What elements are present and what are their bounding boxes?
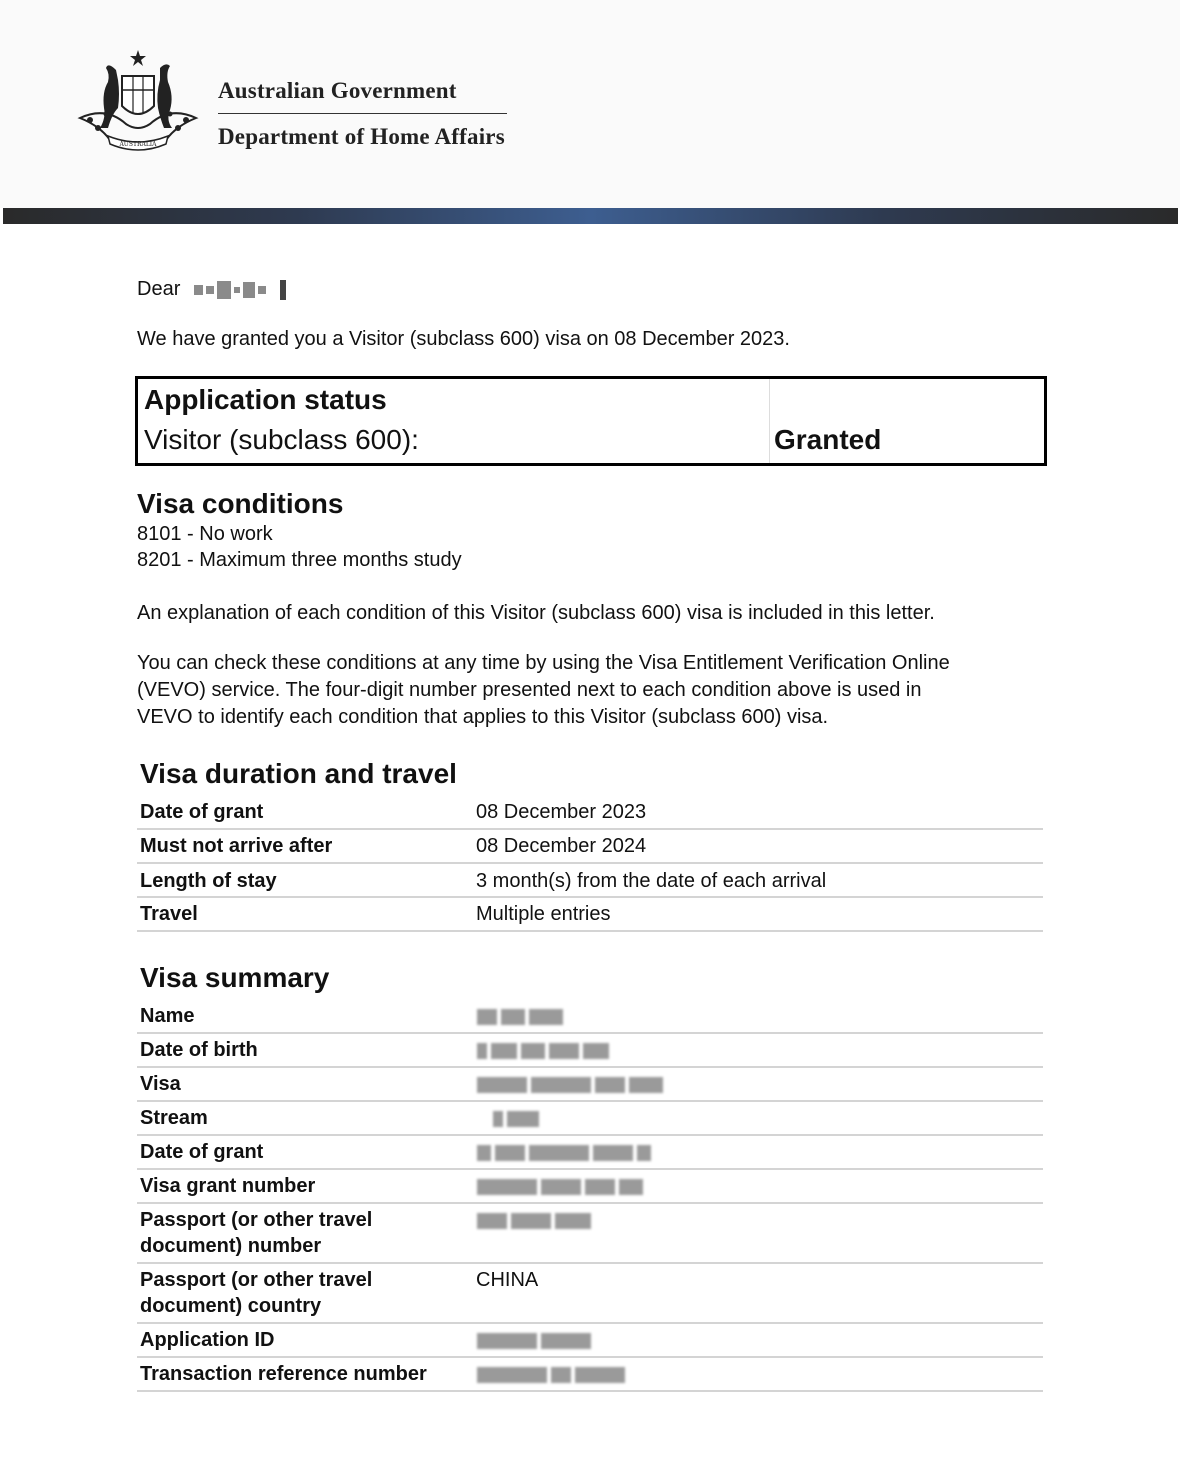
table-row [137,796,1043,830]
table-row [137,1204,1043,1264]
visa-summary-heading: Visa summary [140,962,330,993]
salutation-text: Dear [137,278,181,300]
row-label: Name [140,1005,195,1027]
table-row [137,1068,1043,1102]
row-label-line: Passport (or other travel [140,1209,373,1231]
duration-table [137,796,1043,932]
row-label: Transaction reference number [140,1363,427,1385]
condition-item: 8201 - Maximum three months study [137,549,462,571]
table-row [137,1102,1043,1136]
application-status-box [135,376,1047,466]
table-row [137,1264,1043,1324]
table-row [137,898,1043,932]
redacted-value [477,1008,567,1026]
status-divider [769,379,770,463]
row-value: 3 month(s) from the date of each arrival [476,870,827,892]
redacted-value [477,1144,655,1162]
row-label: Date of grant [140,801,264,823]
row-label: Visa grant number [140,1175,316,1197]
row-value: CHINA [476,1269,539,1291]
department-name: Department of Home Affairs [218,124,505,149]
row-label: Stream [140,1107,208,1129]
row-value: 08 December 2024 [476,835,647,857]
row-label: Date of birth [140,1039,258,1061]
status-title: Application status [144,384,387,415]
row-label-line: Passport (or other travel [140,1269,373,1291]
row-value: 08 December 2023 [476,801,647,823]
header-band [3,208,1178,224]
redacted-value [477,1332,595,1350]
status-label: Visitor (subclass 600): [144,424,419,455]
org-name: Australian Government [218,78,457,103]
conditions-explanation: An explanation of each condition of this Visitor (subclass 600) visa is included in this letter. [137,602,935,624]
redacted-value [477,1178,647,1196]
redacted-value [493,1110,543,1128]
vevo-line: (VEVO) service. The four-digit number presented next to each condition above is used in [137,679,922,701]
visa-conditions-heading: Visa conditions [137,488,344,519]
letterhead [0,0,1180,208]
table-row [137,830,1043,864]
redacted-value [477,1366,629,1384]
coat-of-arms-icon [66,48,210,156]
visa-duration-heading: Visa duration and travel [140,758,457,789]
row-label: Must not arrive after [140,835,333,857]
row-label [140,1207,372,1259]
row-label: Date of grant [140,1141,264,1163]
salutation [137,276,289,303]
row-label: Travel [140,903,198,925]
table-row [137,1000,1043,1034]
row-label-line: document) number [140,1235,322,1257]
svg-text:AUSTRALIA: AUSTRALIA [119,141,157,148]
table-row [137,1136,1043,1170]
table-row [137,1324,1043,1358]
table-row [137,1358,1043,1392]
intro-text: We have granted you a Visitor (subclass 600) visa on 08 December 2023. [137,328,790,350]
row-label: Application ID [140,1329,275,1351]
row-label: Visa [140,1073,181,1095]
table-row [137,864,1043,898]
row-label [140,1267,372,1319]
status-value: Granted [774,424,882,455]
redacted-value [477,1212,595,1230]
redacted-value [477,1076,667,1094]
row-value: Multiple entries [476,903,611,925]
table-row [137,1034,1043,1068]
row-label-line: document) country [140,1295,322,1317]
vevo-line: VEVO to identify each condition that applies to this Visitor (subclass 600) visa. [137,706,829,728]
row-label: Length of stay [140,870,277,892]
header-divider [218,113,507,114]
redacted-value [477,1042,613,1060]
redacted-name [194,276,289,303]
summary-table [137,1000,1043,1392]
table-row [137,1170,1043,1204]
condition-item: 8101 - No work [137,523,273,545]
vevo-line: You can check these conditions at any time by using the Visa Entitlement Verification Online [137,652,950,674]
